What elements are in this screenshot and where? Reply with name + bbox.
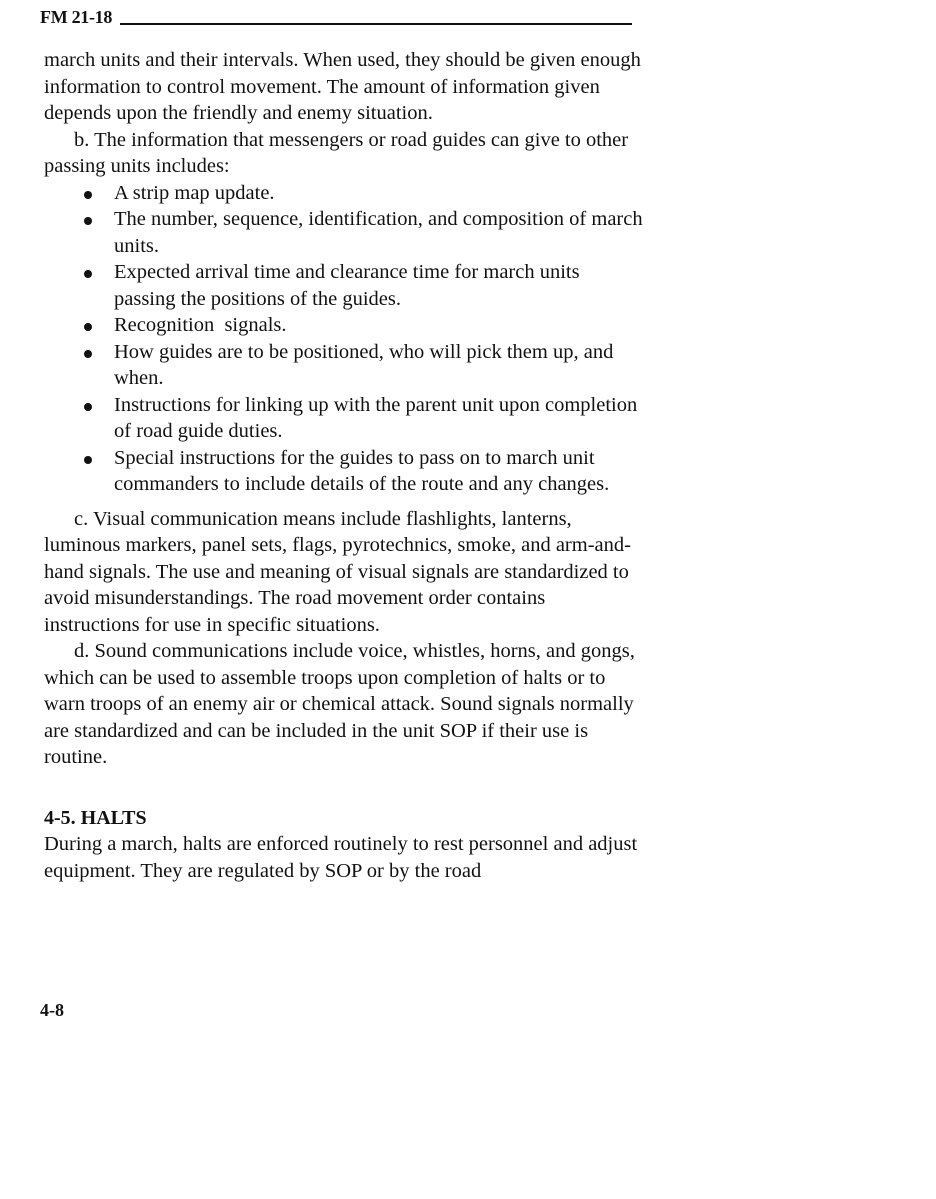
list-item (114, 259, 644, 312)
page-number: 4-8 (40, 1000, 64, 1020)
list-item-text: The number, sequence, identification, and composition of march units. (114, 208, 643, 257)
paragraph-b-intro: b. The information that messengers or road guides can give to other passing units includes: (44, 128, 629, 177)
document-id: FM 21-18 (40, 7, 113, 27)
bullet-icon (84, 191, 92, 199)
list-item-text: A strip map update. (114, 181, 275, 204)
header-rule (120, 23, 632, 25)
list-item (114, 339, 644, 392)
bullet-icon (84, 323, 92, 331)
list-item-text: How guides are to be positioned, who will pick them up, and when. (114, 340, 614, 389)
running-header (40, 6, 632, 26)
spacer (44, 498, 644, 506)
bullet-icon (84, 456, 92, 464)
bullet-icon (84, 217, 92, 225)
bullet-list (44, 180, 644, 498)
spacer (44, 771, 644, 805)
section-heading: 4-5. HALTS (44, 806, 147, 829)
list-item (114, 445, 644, 498)
paragraph-continued: march units and their intervals. When used, they should be given enough information to control movement. The amount of information given depends upon the friendly and enemy situation. (44, 49, 641, 124)
list-item (114, 392, 644, 445)
list-item (114, 180, 644, 207)
bullet-icon (84, 403, 92, 411)
list-item-text: Recognition signals. (114, 314, 287, 336)
section-paragraph: During a march, halts are enforced routinely to rest personnel and adjust equipment. They are regulated by SOP or by the road (44, 833, 638, 882)
list-item (114, 206, 644, 259)
bullet-icon (84, 350, 92, 358)
list-item (114, 312, 644, 339)
paragraph-d: d. Sound communications include voice, whistles, horns, and gongs, which can be used to assemble troops upon completion of halts or to warn troops of an enemy air or chemical attack. Sound signals normally are standardized and can be included in the unit SOP if their use is routine. (44, 640, 635, 768)
paragraph-c: c. Visual communication means include flashlights, lanterns, luminous markers, panel sets, flags, pyrotechnics, smoke, and arm-and-hand signals. The use and meaning of visual signals are standardized to avoid misunderstandings. The road movement order contains instructions for use in specific situations. (44, 507, 631, 636)
bullet-icon (84, 270, 92, 278)
body-text (44, 47, 644, 884)
list-item-text: Instructions for linking up with the parent unit upon completion of road guide duties. (114, 393, 638, 442)
list-item-text: Special instructions for the guides to pass on to march unit commanders to include details of the route and any changes. (114, 446, 610, 495)
list-item-text: Expected arrival time and clearance time for march units passing the positions of the guides. (114, 261, 580, 310)
